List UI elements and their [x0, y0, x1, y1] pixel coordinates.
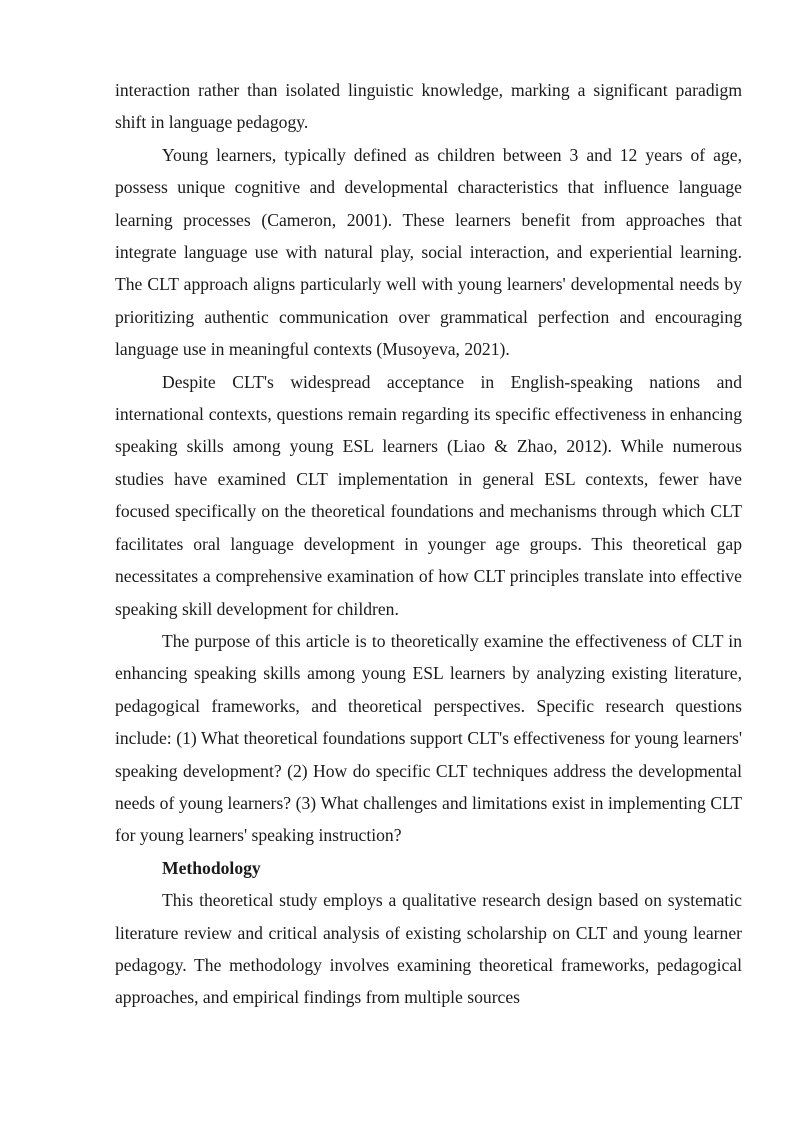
paragraph-research-gap: Despite CLT's widespread acceptance in English-speaking nations and international contexts, questions remain regarding its specific effectiveness in enhancing speaking skills among young ESL learners (Liao & Zhao, 2012). While numerous studies have examined CLT implementation in general ESL contexts, fewer have focused specifically on the theoretical foundations and mechanisms through which CLT facilitates oral language development in younger age groups. This theoretical gap necessitates a comprehensive examination of how CLT principles translate into effective speaking skill development for children.: [115, 371, 742, 619]
section-heading-methodology: Methodology: [162, 857, 261, 878]
paragraph-young-learners: Young learners, typically defined as children between 3 and 12 years of age, possess unique cognitive and developmental characteristics that influence language learning processes (Cameron, 2001). These learners benefit from approaches that integrate language use with natural play, social interaction, and experiential learning. The CLT approach aligns particularly well with young learners' developmental needs by prioritizing authentic communication over grammatical perfection and encouraging language use in meaningful contexts (Musoyeva, 2021).: [115, 144, 742, 360]
paragraph-purpose: The purpose of this article is to theoretically examine the effectiveness of CLT in enhancing speaking skills among young ESL learners by analyzing existing literature, pedagogical frameworks, and theoretical perspectives. Specific research questions include: (1) What theoretical foundations support CLT's effectiveness for young learners' speaking development? (2) How do specific CLT techniques address the developmental needs of young learners? (3) What challenges and limitations exist in implementing CLT for young learners' speaking instruction?: [115, 630, 742, 846]
paragraph-continuation: interaction rather than isolated linguistic knowledge, marking a significant paradigm shift in language pedagogy.: [115, 80, 742, 133]
paragraph-methodology: This theoretical study employs a qualitative research design based on systematic literature review and critical analysis of existing scholarship on CLT and young learner pedagogy. The methodology involves examining theoretical frameworks, pedagogical approaches, and empirical findings from multiple sources: [115, 890, 742, 1008]
document-page: [115, 74, 742, 1014]
